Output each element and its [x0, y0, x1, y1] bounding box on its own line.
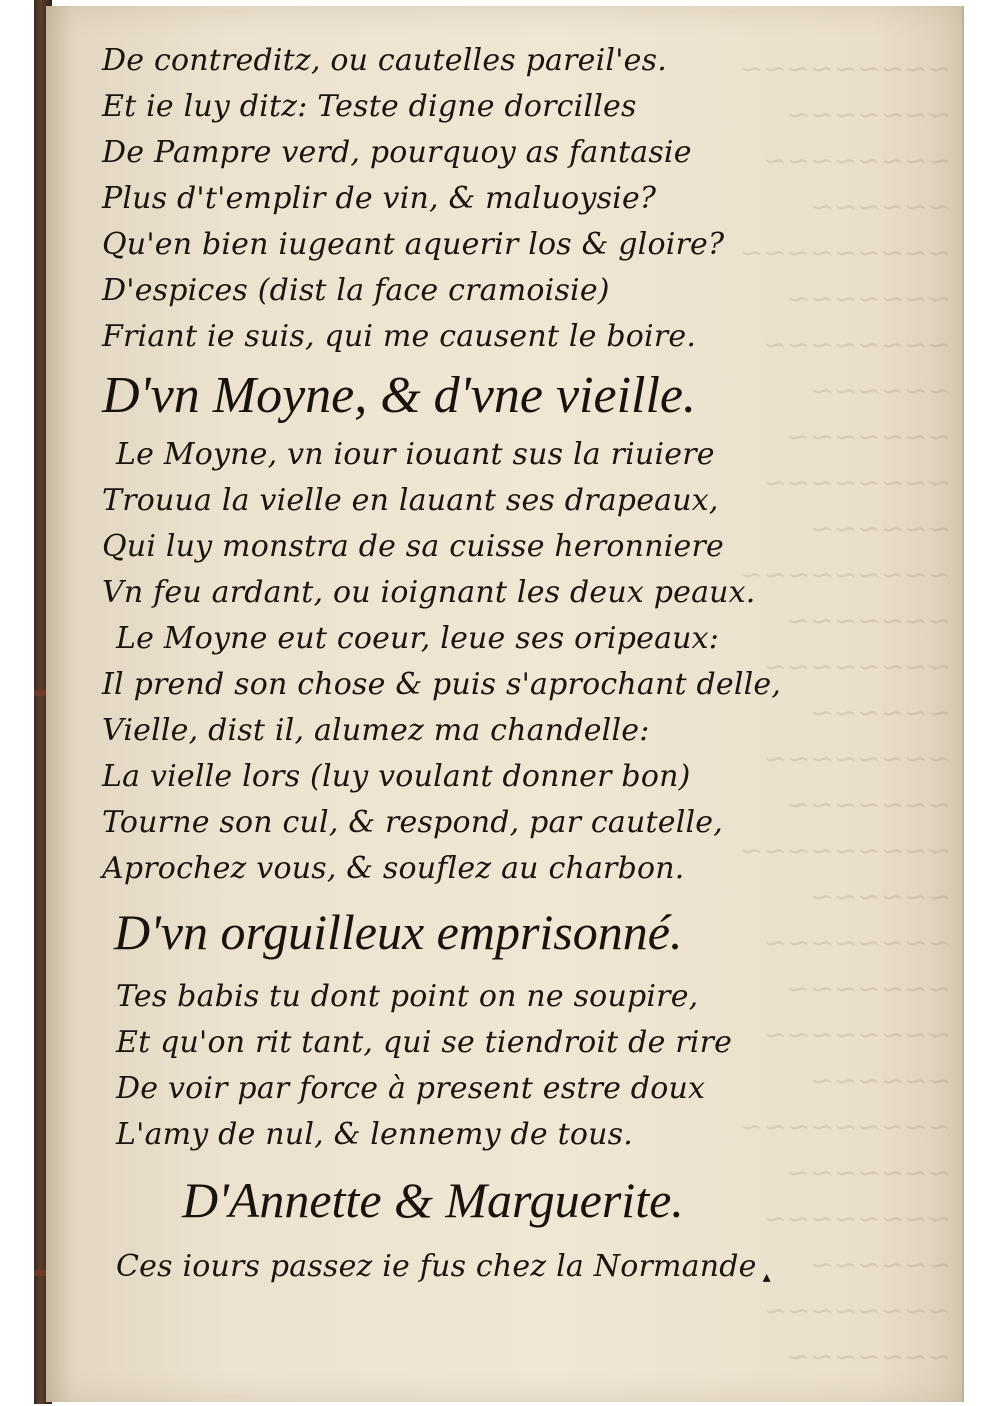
- poem-title: D'Annette & Marguerite.: [182, 1172, 684, 1228]
- poem-ending-verses: [102, 38, 882, 360]
- verse-line: De Pampre verd, pourquoy as fantasie: [102, 135, 692, 170]
- verse-line: Le Moyne eut coeur, leue ses oripeaux:: [116, 621, 720, 656]
- verse-line: Et ie luy ditz: Teste digne dorcilles: [102, 89, 637, 124]
- verse-line: De contreditz, ou cautelles pareil'es.: [102, 43, 667, 78]
- verse-line: Aprochez vous, & souflez au charbon.: [102, 851, 685, 886]
- book-page: [46, 6, 964, 1402]
- verse-line: Trouua la vielle en lauant ses drapeaux,: [102, 483, 719, 518]
- verse-line: Et qu'on rit tant, qui se tiendroit de rire: [116, 1025, 733, 1060]
- verse-line: Le Moyne, vn iour iouant sus la riuiere: [116, 437, 715, 472]
- verse-line: D'espices (dist la face cramoisie): [102, 273, 610, 308]
- poem-moyne-vieille: [102, 364, 882, 892]
- verse-line: L'amy de nul, & lennemy de tous.: [116, 1117, 633, 1152]
- verse-line: Plus d't'emplir de vin, & maluoysie?: [102, 181, 657, 216]
- verse-line: Ces iours passez ie fus chez la Normande: [116, 1249, 757, 1284]
- verse-line: Tes babis tu dont point on ne soupire,: [116, 979, 699, 1014]
- show-through-texture: ~~~~~~~~~ ~~~~~~~ ~~~~~~~~ ~~~~~~ ~~~~~~~~~ ~~~~~~~ ~~~~~~~~ ~~~~~~ ~~~~~~~ ~~~~~~~~ ~~~~~~ ~~~~~~~~~ ~~~~~~~ ~~~~~~~~ ~~~~~~ ~~~~~~~~ ~~~~~~~ ~~~~~~~~~ ~~~~~~ ~~~~~~~~ ~~~~~~~ ~~~~~~~~ ~~~~~~ ~~~~~~~~~ ~~~~~~~ ~~~~~~~~ ~~~~~~ ~~~~~~~~ ~~~~~~~: [739, 52, 951, 1373]
- verse-line-with-catchword: [102, 1244, 882, 1290]
- catchword-mark: ▴: [762, 1267, 771, 1286]
- verse-line: Friant ie suis, qui me causent le boire.: [102, 319, 697, 354]
- poem-orguilleux: [102, 900, 882, 1158]
- verse-line: Vn feu ardant, ou ioignant les deux peaux.: [102, 575, 756, 610]
- verse-line: Qui luy monstra de sa cuisse heronniere: [102, 529, 724, 564]
- poem-title: D'vn Moyne, & d'vne vieille.: [102, 367, 696, 424]
- verse-line: Tourne son cul, & respond, par cautelle,: [102, 805, 723, 840]
- poem-annette-marguerite: [102, 1168, 882, 1290]
- poem-title: D'vn orguilleux emprisonné.: [114, 904, 683, 960]
- verse-line: Il prend son chose & puis s'aprochant delle,: [102, 667, 782, 702]
- page-text-block: [102, 38, 882, 1290]
- verse-line: Qu'en bien iugeant aquerir los & gloire?: [102, 227, 725, 262]
- verse-line: De voir par force à present estre doux: [116, 1071, 706, 1106]
- verse-line: Vielle, dist il, alumez ma chandelle:: [102, 713, 650, 748]
- verse-line: La vielle lors (luy voulant donner bon): [102, 759, 691, 794]
